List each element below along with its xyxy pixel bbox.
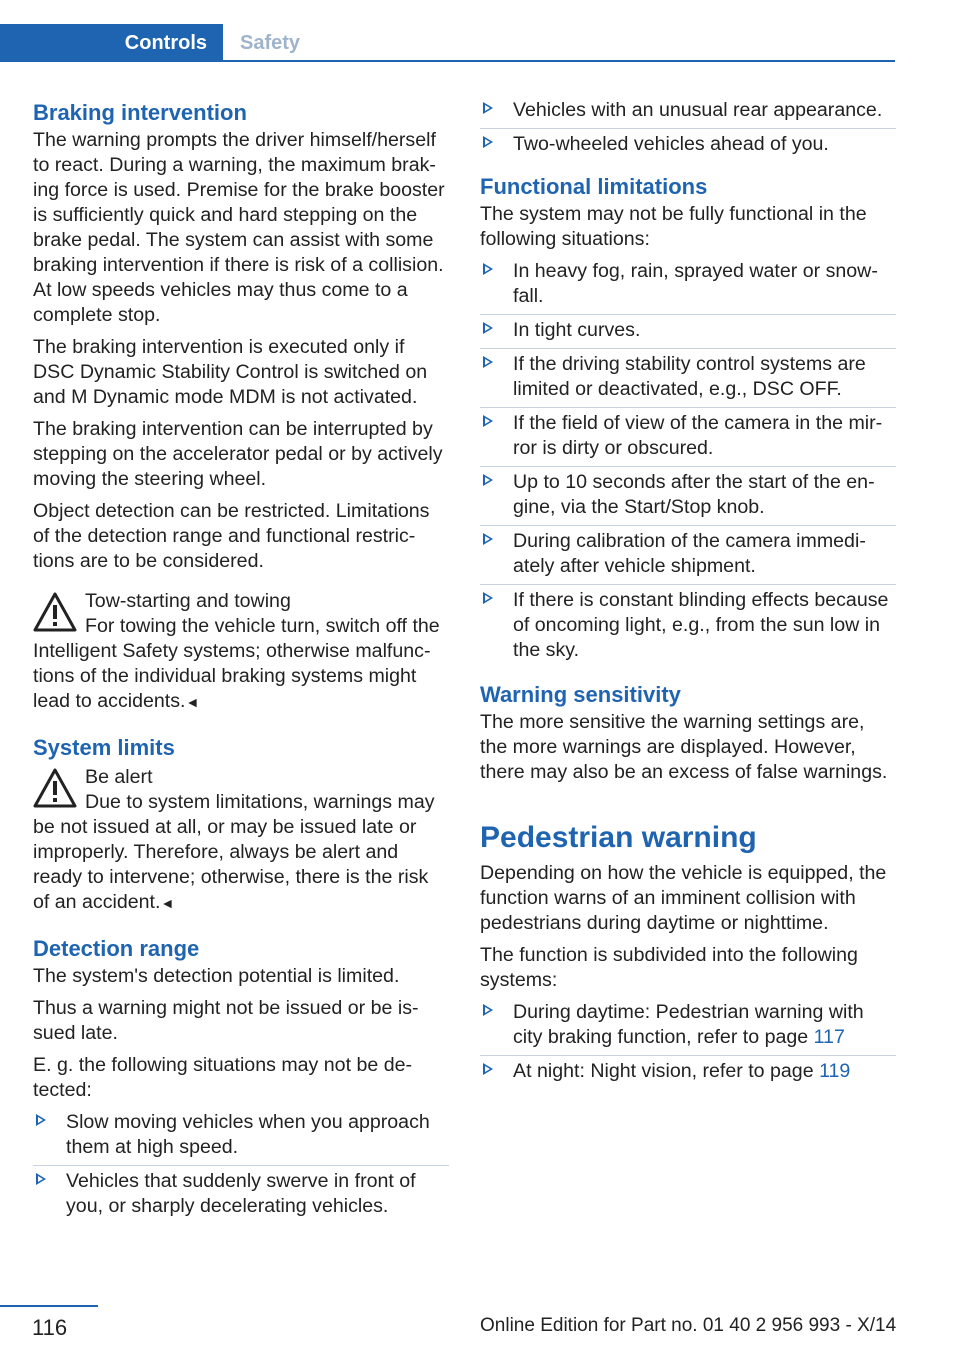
triangle-bullet-icon — [483, 263, 493, 275]
list-item-text: Vehicles that suddenly swerve in front of you, or sharply decelerating vehicles. — [66, 1170, 416, 1217]
triangle-bullet-icon — [483, 136, 493, 148]
list-item — [33, 1110, 449, 1165]
triangle-bullet-icon — [483, 356, 493, 368]
detection-list-continued — [480, 98, 896, 162]
paragraph: The warning prompts the driver himself/herself to react. During a warning, the maximum braking force is used. Premise for the brake booster is sufficiently quick and hard stepping on the brake pedal. The system can assist with some braking intervention if there is risk of a collision. At low speeds vehicles may thus come to a complete stop. — [33, 129, 445, 326]
list-item-text: In heavy fog, rain, sprayed water or snowfall. — [513, 260, 878, 307]
list-item — [480, 525, 896, 584]
heading-warning-sensitivity: Warning sensitivity — [480, 682, 681, 707]
triangle-bullet-icon — [483, 415, 493, 427]
heading-system-limits: System limits — [33, 735, 175, 760]
header-bar — [0, 0, 895, 62]
warning-box-towing — [33, 589, 449, 715]
tab-safety[interactable]: Safety — [240, 32, 301, 54]
heading-detection-range: Detection range — [33, 936, 200, 961]
triangle-bullet-icon — [483, 1063, 493, 1075]
edition-footer: Online Edition for Part no. 01 40 2 956 993 - X/14 — [480, 1315, 897, 1336]
heading-pedestrian-warning: Pedestrian warning — [480, 821, 757, 854]
warning-title: Tow-starting and towing — [85, 590, 291, 612]
warning-title: Be alert — [85, 766, 153, 788]
list-item-text: Up to 10 seconds after the start of the engine, via the Start/Stop knob. — [513, 471, 875, 518]
list-item — [480, 1055, 896, 1089]
detection-list — [33, 1110, 449, 1224]
triangle-bullet-icon — [483, 592, 493, 604]
end-mark-icon: ◄ — [160, 895, 175, 911]
triangle-bullet-icon — [483, 474, 493, 486]
list-item-text: If there is constant blinding effects because of oncoming light, e.g., from the sun low in the sky. — [513, 589, 889, 661]
warning-text: For towing the vehicle turn, switch off the Intelligent Safety systems; otherwise malfunctions of the individual braking systems might lead to accidents. — [33, 615, 440, 712]
list-item-text: Slow moving vehicles when you approach them at high speed. — [66, 1111, 430, 1158]
list-item — [480, 314, 896, 348]
list-item — [480, 407, 896, 466]
page-link-119[interactable]: 119 — [819, 1060, 851, 1082]
list-item-text: At night: Night vision, refer to page — [513, 1060, 820, 1082]
pedestrian-list — [480, 1000, 896, 1089]
triangle-bullet-icon — [483, 322, 493, 334]
header-divider — [0, 60, 895, 62]
page-number: 116 — [32, 1315, 68, 1340]
list-item-text: If the driving stability control systems are limited or deactivated, e.g., DSC OFF. — [513, 353, 866, 400]
page-link-117[interactable]: 117 — [813, 1026, 845, 1048]
triangle-bullet-icon — [36, 1114, 46, 1126]
right-column — [480, 98, 896, 1089]
tab-controls[interactable]: Controls — [0, 24, 223, 62]
left-column — [33, 98, 449, 1224]
footer-divider — [0, 1305, 98, 1307]
warning-text: Due to system limitations, warnings may be not issued at all, or may be issued late or improperly. Therefore, always be alert and ready to intervene; otherwise, there is the risk of an accident. — [33, 791, 435, 913]
end-mark-icon: ◄ — [185, 694, 200, 710]
list-item — [480, 98, 896, 128]
warning-triangle-icon — [33, 768, 77, 808]
list-item — [480, 466, 896, 525]
paragraph: The braking intervention is executed only if DSC Dynamic Stability Control is switched on and M Dynamic mode MDM is not activated. — [33, 336, 428, 408]
warning-box-be-alert — [33, 765, 449, 916]
paragraph: Thus a warning might not be issued or be issued late. — [33, 997, 419, 1044]
list-item-text: Two-wheeled vehicles ahead of you. — [513, 133, 829, 155]
list-item — [480, 259, 896, 314]
triangle-bullet-icon — [483, 1004, 493, 1016]
list-item-text: Vehicles with an unusual rear appearance. — [513, 99, 883, 121]
list-item-text: During calibration of the camera immediately after vehicle shipment. — [513, 530, 866, 577]
warning-triangle-icon — [33, 592, 77, 632]
paragraph: E. g. the following situations may not be detected: — [33, 1054, 413, 1101]
heading-functional-limitations: Functional limitations — [480, 174, 708, 199]
paragraph: Object detection can be restricted. Limitations of the detection range and functional restrictions are to be considered. — [33, 500, 430, 572]
list-item — [480, 348, 896, 407]
paragraph: The braking intervention can be interrupted by stepping on the accelerator pedal or by actively moving the steering wheel. — [33, 418, 443, 490]
list-item — [480, 584, 896, 668]
triangle-bullet-icon — [483, 102, 493, 114]
list-item-text: If the field of view of the camera in the mirror is dirty or obscured. — [513, 412, 883, 459]
triangle-bullet-icon — [483, 533, 493, 545]
list-item-text: In tight curves. — [513, 319, 641, 341]
paragraph: Depending on how the vehicle is equipped, the function warns of an imminent collision with pedestrians during daytime or nighttime. — [480, 862, 887, 934]
paragraph: The more sensitive the warning settings are, the more warnings are displayed. However, there may also be an excess of false warnings. — [480, 711, 888, 783]
triangle-bullet-icon — [36, 1173, 46, 1185]
list-item-text: During daytime: Pedestrian warning with city braking function, refer to page — [513, 1001, 864, 1048]
paragraph: The system's detection potential is limited. — [33, 965, 400, 987]
list-item — [480, 1000, 896, 1055]
functional-list — [480, 259, 896, 668]
list-item — [33, 1165, 449, 1224]
paragraph: The system may not be fully functional in the following situations: — [480, 203, 867, 250]
heading-braking-intervention: Braking intervention — [33, 100, 247, 125]
paragraph: The function is subdivided into the following systems: — [480, 944, 858, 991]
list-item — [480, 128, 896, 162]
